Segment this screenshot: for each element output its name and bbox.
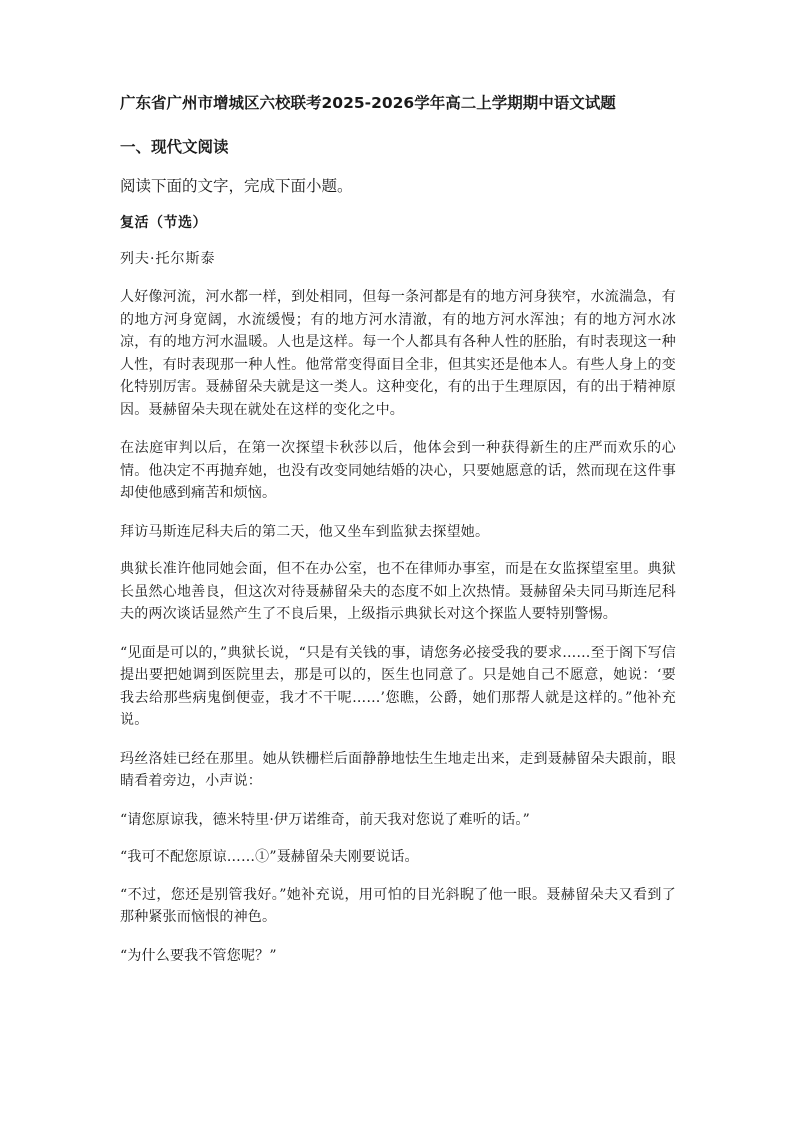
reading-instruction: 阅读下面的文字，完成下面小题。 [120,177,353,195]
passage-paragraph: “见面是可以的，”典狱长说，“只是有关钱的事，请您务必接受我的要求……至于阁下写信提出要把她调到医院里去，那是可以的，医生也同意了。只是她自己不愿意，她说：‘要我去给那些病鬼倒便壶，我才不干呢……’您瞧，公爵，她们那帮人就是这样的。”他补充说。 [120,644,676,728]
passage-paragraph: 典狱长准许他同她会面，但不在办公室，也不在律师办事室，而是在女监探望室里。典狱长虽然心地善良，但这次对待聂赫留朵夫的态度不如上次热情。聂赫留朵夫同马斯连尼科夫的两次谈话显然产生了不良后果，上级指示典狱长对这个探监人要特别警惕。 [120,561,676,622]
document-page [120,92,676,982]
passage-title: 复活（节选） [120,215,207,231]
passage-paragraph: “不过，您还是别管我好。”她补充说，用可怕的目光斜睨了他一眼。聂赫留朵夫又看到了那种紧张而恼恨的神色。 [120,886,676,925]
passage-paragraph: “我可不配您原谅……①”聂赫留朵夫刚要说话。 [120,849,419,865]
passage-paragraph: 拜访马斯连尼科夫后的第二天，他又坐车到监狱去探望她。 [120,523,490,540]
passage-paragraph: “请您原谅我，德米特里·伊万诺维奇，前天我对您说了难听的话。” [120,811,530,828]
passage-paragraph: “为什么要我不管您呢？” [120,947,277,964]
document-title: 广东省广州市增城区六校联考2025-2026学年高二上学期期中语文试题 [120,94,616,112]
passage-paragraph: 人好像河流，河水都一样，到处相同，但每一条河都是有的地方河身狭窄，水流湍急，有的地方河身宽阔，水流缓慢；有的地方河水清澈，有的地方河水浑浊；有的地方河水冰凉，有的地方河水温暖。人也是这样。每一个人都具有各种人性的胚胎，有时表现这一种人性，有时表现那一种人性。他常常变得面目全非，但其实还是他本人。有些人身上的变化特别厉害。聂赫留朵夫就是这一类人。这种变化，有的出于生理原因，有的出于精神原因。聂赫留朵夫现在就处在这样的变化之中。 [120,289,676,418]
passage-author: 列夫·托尔斯泰 [120,251,216,267]
section-heading: 一、现代文阅读 [120,138,229,156]
passage-paragraph: 玛丝洛娃已经在那里。她从铁栅栏后面静静地怯生生地走出来，走到聂赫留朵夫跟前，眼睛看着旁边，小声说： [120,750,676,789]
passage-paragraph: 在法庭审判以后，在第一次探望卡秋莎以后，他体会到一种获得新生的庄严而欢乐的心情。他决定不再抛弃她，也没有改变同她结婚的决心，只要她愿意的话，然而现在这件事却使他感到痛苦和烦恼。 [120,440,676,501]
